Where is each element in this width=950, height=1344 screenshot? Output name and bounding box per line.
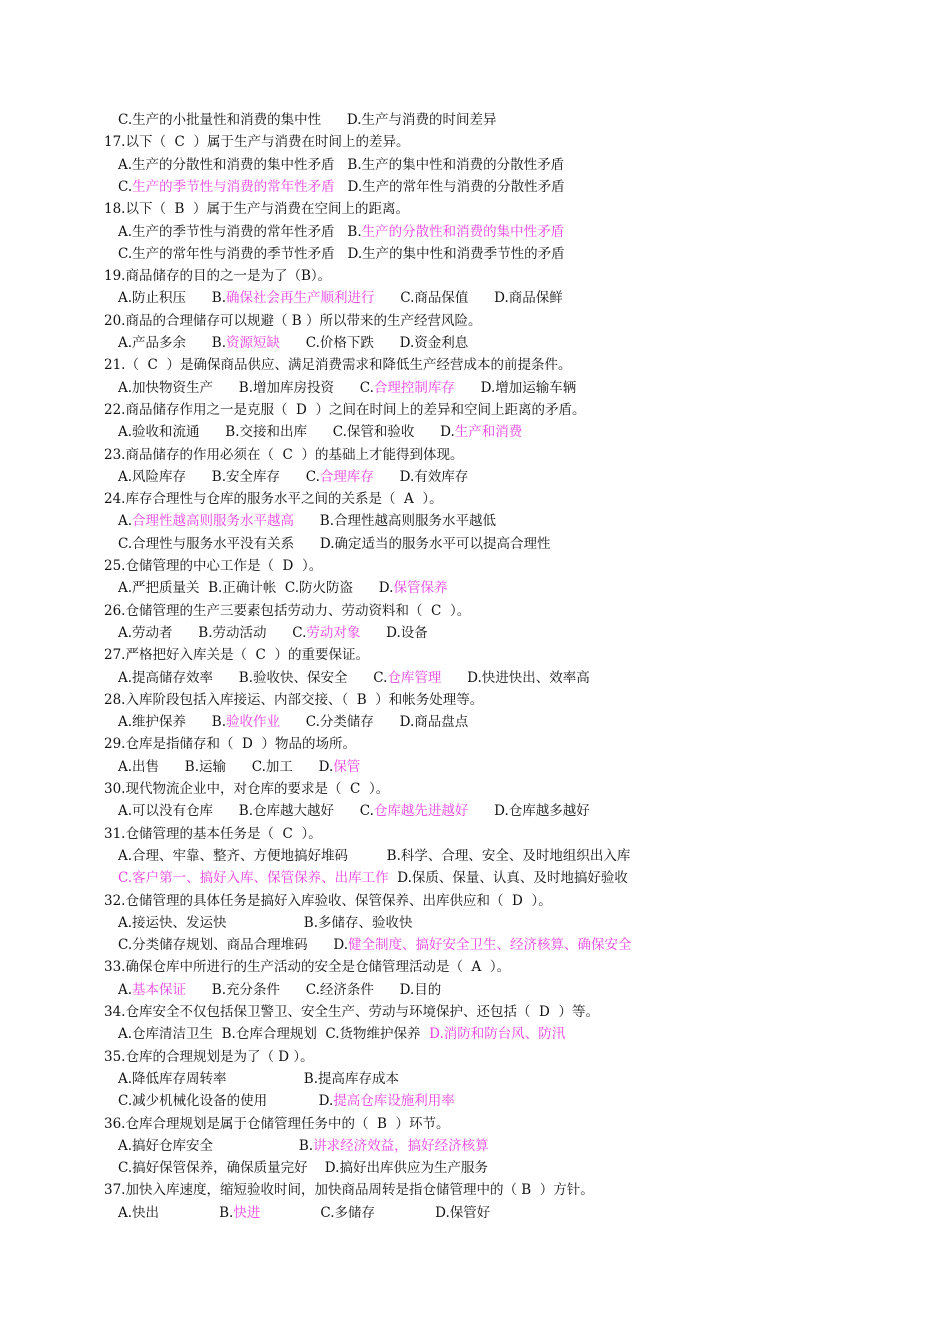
question-line — [104, 401, 585, 419]
question-line — [104, 446, 463, 464]
text-segment: 18.以下（ B ）属于生产与消费在空间上的距离。 — [104, 201, 410, 218]
text-segment: 26.仓储管理的生产三要素包括劳动力、劳动资料和（ C ）。 — [104, 602, 471, 619]
text-segment: 31.仓储管理的基本任务是（ C ）。 — [104, 825, 322, 842]
text-segment: A.风险库存 B.安全库存 C. — [118, 468, 320, 485]
question-line — [104, 200, 409, 218]
text-segment: 35.仓库的合理规划是为了（ D ）。 — [104, 1048, 314, 1065]
text-segment: C.生产的小批量性和消费的集中性 D.生产与消费的时间差异 — [118, 112, 497, 128]
text-segment: A.产品多余 B. — [118, 335, 226, 351]
text-segment: D.仓库越多越好 — [468, 803, 590, 820]
answer-highlight: 基本保证 — [132, 981, 187, 998]
text-segment: A.验收和流通 B.交接和出库 C.保管和验收 D. — [118, 424, 455, 441]
answer-highlight: 合理性越高则服务水平越高 — [132, 513, 295, 530]
question-line — [104, 557, 322, 575]
text-segment: A.防止积压 B. — [118, 290, 226, 307]
question-line — [104, 1181, 594, 1199]
text-segment: 34.仓库安全不仅包括保卫警卫、安全生产、劳动与环境保护、还包括（ D ）等。 — [104, 1004, 599, 1020]
text-segment: 25.仓储管理的中心工作是（ D ）。 — [104, 558, 323, 574]
text-segment: C.合理性与服务水平没有关系 D.确定适当的服务水平可以提高合理性 — [118, 535, 551, 552]
question-line — [104, 958, 510, 976]
text-segment: 37.加快入库速度，缩短验收时间，加快商品周转是指仓储管理中的（ B ）方针。 — [104, 1182, 594, 1199]
option-line — [118, 289, 563, 307]
option-line — [118, 1137, 489, 1155]
text-segment: 28.入库阶段包括入库接运、内部交接、（ B ）和帐务处理等。 — [104, 691, 484, 708]
option-line — [118, 1025, 565, 1043]
question-line — [104, 825, 322, 843]
option-line — [118, 1070, 399, 1088]
option-line — [118, 156, 564, 174]
text-segment: 21.（ C ）是确保商品供应、满足消费需求和降低生产经营成本的前提条件。 — [104, 357, 572, 374]
text-segment: 32.仓储管理的具体任务是搞好入库验收、保管保养、出库供应和（ D ）。 — [104, 892, 552, 909]
text-segment: D.设备 — [360, 624, 428, 641]
text-segment: C.搞好保管保养，确保质量完好 D.搞好出库供应为生产服务 — [118, 1160, 488, 1177]
text-segment: 24.库存合理性与仓库的服务水平之间的关系是（ A ）。 — [104, 491, 443, 508]
question-line — [104, 267, 331, 285]
text-segment: A.加快物资生产 B.增加库房投资 C. — [118, 379, 374, 396]
answer-highlight: 保管 — [333, 758, 361, 775]
answer-highlight: 验收作业 — [226, 714, 280, 731]
answer-highlight: 健全制度、搞好安全卫生、经济核算、确保安全 — [348, 937, 632, 954]
question-line — [104, 780, 389, 798]
text-segment: D.保质、保量、认真、及时地搞好验收 — [388, 870, 628, 887]
text-segment: 36.仓库合理规划是属于仓储管理任务中的（ B ）环节。 — [104, 1115, 450, 1132]
option-line — [118, 334, 468, 352]
text-segment: 22.商品储存作用之一是克服（ D ）之间在时间上的差异和空间上距离的矛盾。 — [104, 401, 586, 418]
answer-highlight: 快进 — [233, 1204, 261, 1221]
question-line — [104, 1115, 450, 1133]
answer-highlight: 仓库越先进越好 — [373, 803, 469, 820]
text-segment: C.减少机械化设备的使用 D. — [118, 1093, 334, 1110]
option-line — [118, 512, 496, 530]
option-line — [118, 936, 632, 954]
option-line — [118, 178, 565, 196]
text-segment: C.商品保值 D.商品保鲜 — [374, 290, 563, 307]
answer-highlight: C. — [118, 870, 133, 887]
question-line — [104, 646, 369, 664]
text-segment: 17.以下（ C ）属于生产与消费在时间上的差异。 — [104, 134, 410, 151]
option-line — [118, 1092, 455, 1110]
text-segment: 30.现代物流企业中，对仓库的要求是（ C ）。 — [104, 781, 390, 797]
answer-highlight: D.消防和防台风、防汛 — [429, 1026, 566, 1043]
answer-highlight: 讲求经济效益，搞好经济核算 — [313, 1137, 489, 1154]
text-segment: A.提高储存效率 B.验收快、保安全 C. — [118, 669, 388, 686]
question-line — [104, 892, 552, 910]
text-segment: A.生产的分散性和消费的集中性矛盾 B.生产的集中性和消费的分散性矛盾 — [118, 156, 565, 173]
question-line — [104, 1048, 314, 1066]
answer-highlight: 仓库管理 — [387, 669, 442, 686]
question-line — [104, 133, 409, 151]
option-line — [118, 869, 628, 887]
option-line — [118, 423, 522, 441]
answer-highlight: 确保社会再生产顺利进行 — [226, 290, 375, 307]
text-segment: 33.确保仓库中所进行的生产活动的安全是仓储管理活动是（ A ）。 — [104, 959, 511, 976]
option-line — [118, 802, 590, 820]
option-line — [118, 535, 551, 553]
text-segment: A. — [118, 513, 133, 530]
text-segment: C.价格下跌 D.资金利息 — [280, 335, 469, 351]
answer-highlight: 合理控制库存 — [373, 379, 455, 396]
option-line — [118, 713, 468, 731]
text-segment: A.出售 B.运输 C.加工 D. — [118, 758, 334, 775]
text-segment: A.搞好仓库安全 B. — [118, 1137, 314, 1154]
text-segment: A.可以没有仓库 B.仓库越大越好 C. — [118, 803, 374, 820]
text-segment: D.增加运输车辆 — [454, 379, 577, 396]
text-segment: A.降低库存周转率 B.提高库存成本 — [118, 1070, 399, 1087]
option-line — [118, 669, 590, 687]
answer-highlight: 合理库存 — [319, 468, 374, 485]
question-line — [104, 691, 483, 709]
text-segment: B.充分条件 C.经济条件 D.目的 — [186, 981, 442, 998]
text-segment: C.分类储存规划、商品合理堆码 D. — [118, 937, 349, 954]
answer-highlight: 劳动对象 — [306, 624, 361, 641]
option-line — [118, 624, 428, 642]
answer-highlight: 客户第一、搞好入库、保管保养、出库工作 — [132, 870, 389, 887]
text-segment: C. — [118, 178, 133, 195]
option-line — [118, 379, 576, 397]
question-line — [104, 356, 571, 374]
text-segment: B.合理性越高则服务水平越低 — [294, 513, 497, 530]
question-line — [104, 735, 356, 753]
option-line — [118, 758, 360, 776]
text-segment: 19.商品储存的目的之一是为了（B）。 — [104, 268, 332, 285]
option-line — [118, 245, 565, 263]
option-line — [118, 223, 564, 241]
text-segment: C.分类储存 D.商品盘点 — [280, 714, 469, 731]
answer-highlight: 提高仓库设施利用率 — [333, 1093, 455, 1110]
text-segment: C.多储存 D.保管好 — [260, 1204, 491, 1221]
option-line — [118, 914, 413, 932]
option-line — [118, 468, 468, 486]
text-segment: A.严把质量关 B.正确计帐 C.防火防盗 D. — [118, 580, 394, 597]
text-segment: D.生产的常年性与消费的分散性矛盾 — [334, 178, 565, 195]
text-segment: A.维护保养 B. — [118, 714, 226, 731]
text-segment: 20.商品的合理储存可以规避（ B ）所以带来的生产经营风险。 — [104, 312, 482, 329]
option-line — [118, 1204, 490, 1222]
text-segment: A.生产的季节性与消费的常年性矛盾 B. — [118, 223, 362, 240]
text-segment: A.合理、牢靠、整齐、方便地搞好堆码 B.科学、合理、安全、及时地组织出入库 — [118, 847, 631, 864]
answer-highlight: 生产和消费 — [454, 424, 523, 441]
text-segment: D.快进快出、效率高 — [441, 669, 590, 686]
text-segment: D.有效库存 — [373, 468, 469, 485]
text-segment: 23.商品储存的作用必须在（ C ）的基础上才能得到体现。 — [104, 446, 464, 463]
text-segment: 29.仓库是指储存和（ D ）物品的场所。 — [104, 736, 356, 753]
question-line — [104, 1003, 599, 1021]
text-segment: A.快出 B. — [118, 1204, 234, 1221]
answer-highlight: 生产的季节性与消费的常年性矛盾 — [132, 178, 335, 195]
option-line — [118, 981, 441, 999]
option-line — [118, 1159, 488, 1177]
question-line — [104, 602, 470, 620]
option-line — [118, 847, 630, 865]
text-segment: 27.严格把好入库关是（ C ）的重要保证。 — [104, 647, 369, 664]
text-segment: C.生产的常年性与消费的季节性矛盾 D.生产的集中性和消费季节性的矛盾 — [118, 245, 565, 262]
answer-highlight: 资源短缺 — [226, 335, 280, 351]
question-line — [104, 312, 481, 330]
text-segment: A.接运快、发运快 B.多储存、验收快 — [118, 914, 413, 931]
option-line — [118, 579, 447, 597]
answer-highlight: 生产的分散性和消费的集中性矛盾 — [361, 223, 565, 240]
answer-highlight: 保管保养 — [393, 580, 448, 597]
text-segment: A.仓库清洁卫生 B.仓库合理规划 C.货物维护保养 — [118, 1026, 430, 1043]
text-segment: A. — [118, 981, 133, 998]
text-segment: A.劳动者 B.劳动活动 C. — [118, 624, 307, 641]
question-line — [104, 490, 443, 508]
option-line — [118, 111, 497, 129]
